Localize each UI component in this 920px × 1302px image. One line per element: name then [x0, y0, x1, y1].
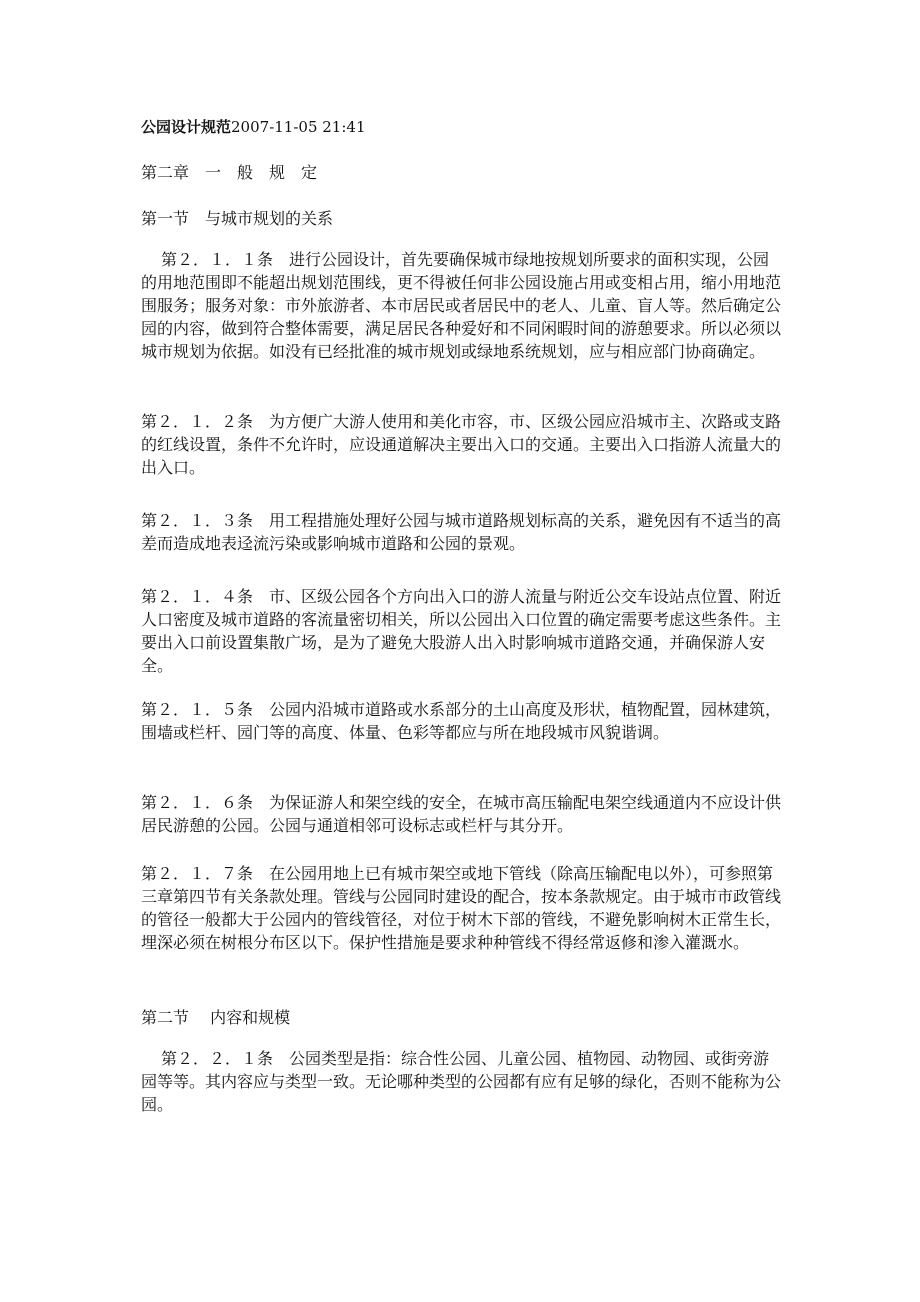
article-text: 为方便广大游人使用和美化市容，市、区级公园应沿城市主、次路或支路的红线设置，条件不允许时，应设通道解决主要出入口的交通。主要出入口指游人流量大的出入口。	[141, 412, 782, 477]
article-number: 第２．１．５条	[141, 700, 254, 719]
article-number: 第２．１．１条	[161, 250, 274, 269]
article-2-1-6	[141, 791, 783, 837]
article-number: 第２．１．２条	[141, 412, 254, 431]
article-text: 进行公园设计，首先要确保城市绿地按规划所要求的面积实现，公园的用地范围即不能超出规划范围线，更不得被任何非公园设施占用或变相占用，缩小用地范围服务；服务对象：市外旅游者、本市居民或者居民中的老人、儿童、盲人等。然后确定公园的内容，做到符合整体需要，满足居民各种爱好和不同闲暇时间的游憩要求。所以必须以城市规划为依据。如没有已经批准的城市规划或绿地系统规划，应与相应部门协商确定。	[141, 250, 782, 361]
document-title: 公园设计规范	[141, 118, 232, 136]
chapter-heading: 第二章 一 般 规 定	[141, 163, 318, 182]
article-text: 公园类型是指：综合性公园、儿童公园、植物园、动物园、或街旁游园等等。其内容应与类型一致。无论哪种类型的公园都有应有足够的绿化，否则不能称为公园。	[141, 1049, 782, 1114]
document-timestamp: 2007-11-05 21:41	[231, 118, 366, 136]
document-title-line	[141, 116, 366, 137]
section-heading-2: 第二节 内容和规模	[141, 1008, 291, 1027]
article-number: 第２．１．４条	[141, 587, 254, 606]
article-text: 为保证游人和架空线的安全，在城市高压输配电架空线通道内不应设计供居民游憩的公园。公园与通道相邻可设标志或栏杆与其分开。	[141, 793, 782, 835]
article-text: 用工程措施处理好公园与城市道路规划标高的关系，避免因有不适当的高差而造成地表迳流污染或影响城市道路和公园的景观。	[141, 511, 782, 553]
article-number: 第２．２．１条	[161, 1049, 274, 1068]
section-heading-1: 第一节 与城市规划的关系	[141, 209, 334, 228]
article-number: 第２．１．７条	[141, 864, 254, 883]
article-2-1-2	[141, 410, 783, 479]
article-2-1-5	[141, 698, 783, 744]
article-2-2-1	[141, 1047, 783, 1116]
article-2-1-7	[141, 862, 783, 954]
article-2-1-4	[141, 585, 783, 677]
article-2-1-3	[141, 509, 783, 555]
article-number: 第２．１．３条	[141, 511, 254, 530]
article-text: 市、区级公园各个方向出入口的游人流量与附近公交车设站点位置、附近人口密度及城市道路的客流量密切相关，所以公园出入口位置的确定需要考虑这些条件。主要出入口前设置集散广场，是为了避免大股游人出入时影响城市道路交通，并确保游人安全。	[141, 587, 782, 675]
article-text: 在公园用地上已有城市架空或地下管线（除高压输配电以外），可参照第三章第四节有关条款处理。管线与公园同时建设的配合，按本条款规定。由于城市市政管线的管径一般都大于公园内的管线管径，对位于树木下部的管线，不避免影响树木正常生长，埋深必须在树根分布区以下。保护性措施是要求种种管线不得经常返修和渗入灌溉水。	[141, 864, 782, 952]
article-text: 公园内沿城市道路或水系部分的土山高度及形状，植物配置，园林建筑，围墙或栏杆、园门等的高度、体量、色彩等都应与所在地段城市风貌谐调。	[141, 700, 782, 742]
article-2-1-1	[141, 248, 783, 363]
article-number: 第２．１．６条	[141, 793, 254, 812]
